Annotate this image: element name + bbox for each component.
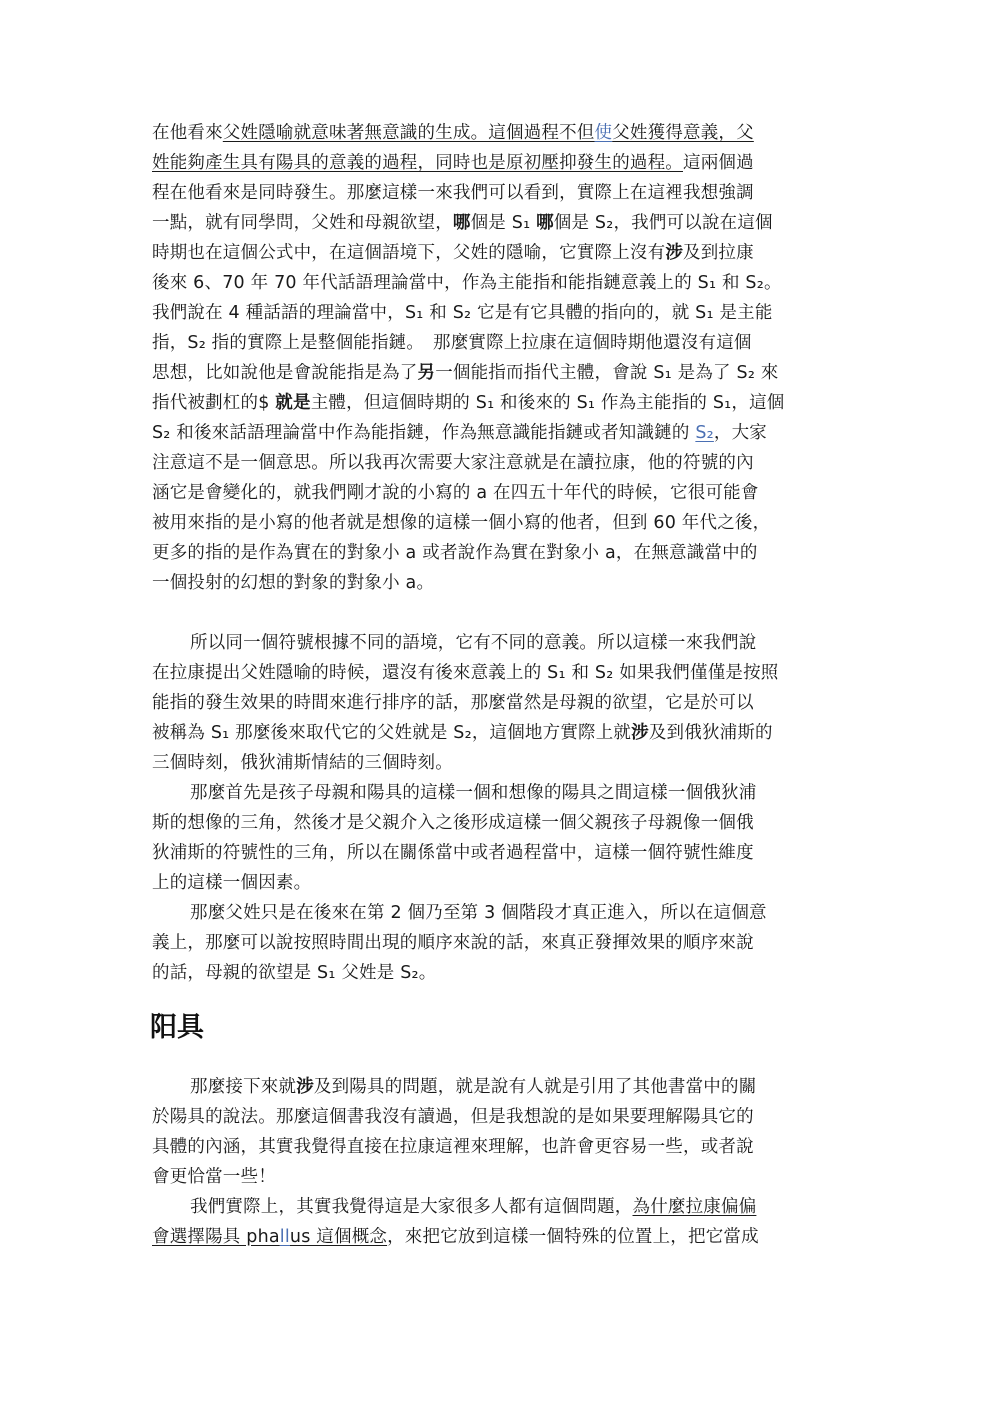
text-line <box>152 1162 842 1192</box>
text-segment: 哪 <box>452 213 471 233</box>
text-segment: 思想，比如說他是會說能指是為了 <box>152 363 418 383</box>
text-segment: 能指的發生效果的時間來進行排序的話，那麼當然是母親的欲望，它是於可以 <box>152 693 754 713</box>
text-segment: 上的這樣一個因素。 <box>152 873 312 893</box>
text-segment: 另 <box>417 363 436 383</box>
text-segment: 姓能夠產生具有陽具的意義的過程，同時也是原初壓抑發生的過程。 <box>152 153 683 173</box>
text-line <box>152 808 842 838</box>
text-segment: 義上，那麼可以說按照時間出現的順序來說的話，來真正發揮效果的順序來說 <box>152 933 754 953</box>
text-segment: 更多的指的是作為實在的對象小 a 或者說作為實在對象小 a，在無意識當中的 <box>152 543 758 563</box>
text-segment: 主體，但這個時期的 S₁ 和後來的 S₁ 作為主能指的 S₁，這個 <box>310 393 785 413</box>
text-segment: 父姓獲得意義，父 <box>612 123 754 143</box>
text-segment: 個是 S₂，我們可以說在這個 <box>553 213 773 233</box>
text-line <box>152 718 842 748</box>
text-segment: 斯的想像的三角，然後才是父親介入之後形成這樣一個父親孩子母親像一個俄 <box>152 813 754 833</box>
text-segment: 會選擇陽具 pha <box>152 1227 280 1247</box>
text-line <box>152 1192 842 1222</box>
text-segment: S₂ 和後來話語理論當中作為能指鏈，作為無意識能指鏈或者知識鏈的 <box>152 423 696 443</box>
text-line <box>152 628 842 658</box>
text-line <box>152 748 842 778</box>
text-segment: 那麼首先是孩子母親和陽具的這樣一個和想像的陽具之間這樣一個俄狄浦 <box>190 783 757 803</box>
text-segment: 後來 6、70 年 70 年代話語理論當中，作為主能指和能指鏈意義上的 S₁ 和 S₂。 <box>152 273 782 293</box>
text-line <box>152 1222 842 1252</box>
text-line <box>152 148 842 178</box>
text-segment: 指，S₂ 指的實際上是整個能指鏈。 那麼實際上拉康在這個時期他還沒有這個 <box>152 333 752 353</box>
text-segment: 三個時刻，俄狄浦斯情結的三個時刻。 <box>152 753 453 773</box>
text-segment: 在拉康提出父姓隱喻的時候，還沒有後來意義上的 S₁ 和 S₂ 如果我們僅僅是按照 <box>152 663 779 683</box>
text-segment: 為什麼拉康偏偏 <box>632 1197 757 1217</box>
text-segment: 一個能指而指代主體，會說 S₁ 是為了 S₂ 來 <box>435 363 779 383</box>
text-segment: 會更恰當一些！ <box>152 1167 276 1187</box>
paragraph-2 <box>152 628 842 988</box>
text-line <box>152 568 842 598</box>
text-line <box>152 1132 842 1162</box>
text-segment: 這兩個過 <box>683 153 754 173</box>
text-segment: 哪 <box>536 213 554 233</box>
text-segment: 涉 <box>296 1077 314 1097</box>
text-segment: 使 <box>594 123 613 143</box>
text-segment: S₂ <box>695 423 714 443</box>
text-line <box>152 958 842 988</box>
text-line <box>152 328 842 358</box>
text-line <box>152 508 842 538</box>
text-line <box>152 208 842 238</box>
text-segment: 我們說在 4 種話語的理論當中，S₁ 和 S₂ 它是有它具體的指向的，就 S₁ 是主能 <box>152 303 773 323</box>
text-segment: 時期也在這個公式中，在這個語境下，父姓的隱喻，它實際上沒有 <box>152 243 666 263</box>
text-segment: 父姓隱喻就意味著無意識的生成。這個過程不但 <box>222 123 595 143</box>
text-segment: 在他看來 <box>152 123 223 143</box>
paragraph-1 <box>152 118 842 598</box>
text-line <box>152 778 842 808</box>
text-segment: us 這個概念 <box>289 1227 388 1247</box>
text-line <box>152 868 842 898</box>
text-segment: 具體的內涵，其實我覺得直接在拉康這裡來理解，也許會更容易一些，或者說 <box>152 1137 754 1157</box>
text-line <box>152 538 842 568</box>
text-line <box>152 418 842 448</box>
text-segment: 注意這不是一個意思。所以我再次需要大家注意就是在讀拉康，他的符號的內 <box>152 453 754 473</box>
text-line <box>152 118 842 148</box>
text-segment: 的話，母親的欲望是 S₁ 父姓是 S₂。 <box>152 963 437 983</box>
text-segment: 狄浦斯的符號性的三角，所以在關係當中或者過程當中，這樣一個符號性維度 <box>152 843 754 863</box>
text-line <box>152 358 842 388</box>
text-segment: 被稱為 S₁ 那麼後來取代它的父姓就是 S₂，這個地方實際上就 <box>152 723 632 743</box>
text-segment: 指代被劃杠的$ <box>152 393 276 413</box>
text-segment: ，來把它放到這樣一個特殊的位置上，把它當成 <box>387 1227 759 1247</box>
text-line <box>152 298 842 328</box>
text-segment: 個是 S₁ <box>470 213 537 233</box>
text-line <box>152 1102 842 1132</box>
text-segment: 涉 <box>665 243 684 263</box>
text-segment: 那麼接下來就 <box>190 1077 297 1097</box>
text-line <box>152 388 842 418</box>
text-segment: 涵它是會變化的，就我們剛才說的小寫的 a 在四五十年代的時候，它很可能會 <box>152 483 759 503</box>
text-segment: 被用來指的是小寫的他者就是想像的這樣一個小寫的他者，但到 60 年代之後， <box>152 513 771 533</box>
text-line <box>152 448 842 478</box>
text-line <box>152 1072 842 1102</box>
text-segment: 及到俄狄浦斯的 <box>648 723 773 743</box>
text-line <box>152 898 842 928</box>
text-segment: 一點，就有同學問，父姓和母親欲望， <box>152 213 453 233</box>
text-segment: 涉 <box>631 723 649 743</box>
text-line <box>152 688 842 718</box>
text-segment: ，大家 <box>713 423 767 443</box>
text-segment: 所以同一個符號根據不同的語境，它有不同的意義。所以這樣一來我們說 <box>190 633 757 653</box>
text-segment: ll <box>279 1227 290 1247</box>
paragraph-gap <box>152 598 842 628</box>
text-segment: 及到陽具的問題，就是說有人就是引用了其他書當中的關 <box>313 1077 757 1097</box>
text-segment: 及到拉康 <box>683 243 754 263</box>
text-line <box>152 238 842 268</box>
text-line <box>152 838 842 868</box>
text-line <box>152 268 842 298</box>
text-line <box>152 928 842 958</box>
text-segment: 一個投射的幻想的對象的對象小 a。 <box>152 573 435 593</box>
text-segment: 那麼父姓只是在後來在第 2 個乃至第 3 個階段才真正進入，所以在這個意 <box>190 903 767 923</box>
paragraph-3 <box>152 1072 842 1252</box>
text-segment: 程在他看來是同時發生。那麼這樣一來我們可以看到，實際上在這裡我想強調 <box>152 183 754 203</box>
text-line <box>152 178 842 208</box>
text-line <box>152 658 842 688</box>
text-segment: 就是 <box>275 393 311 413</box>
text-segment: 於陽具的說法。那麼這個書我沒有讀過，但是我想說的是如果要理解陽具它的 <box>152 1107 754 1127</box>
text-segment: 我們實際上，其實我覺得這是大家很多人都有這個問題， <box>190 1197 633 1217</box>
section-heading: 阳具 <box>150 1012 204 1043</box>
text-line <box>152 478 842 508</box>
